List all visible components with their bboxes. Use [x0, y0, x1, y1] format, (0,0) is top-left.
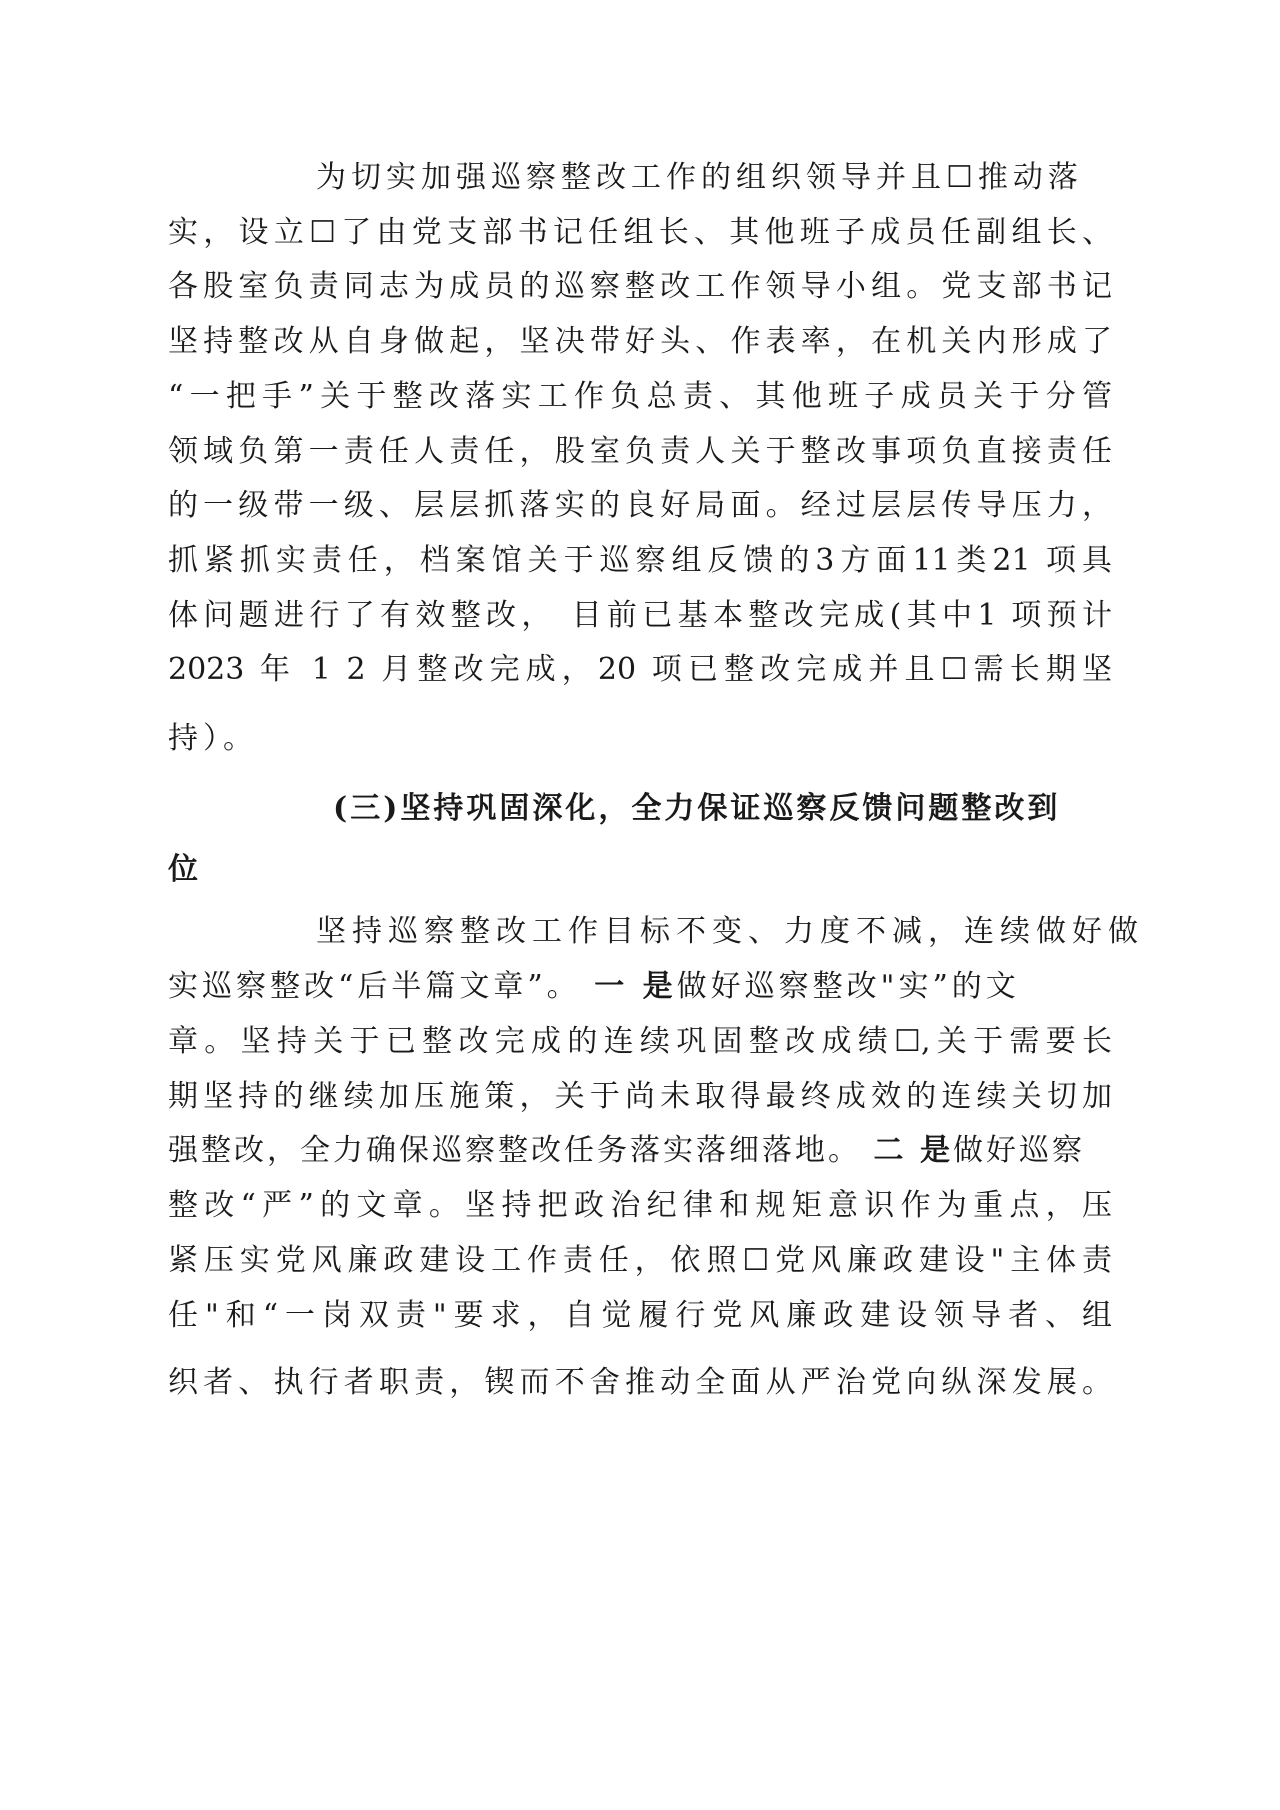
paragraph-1-line-8: 抓紧抓实责任，档案馆关于巡察组反馈的3方面11类21 项具 — [168, 543, 1112, 578]
paragraph-2-line-1: 坚持巡察整改工作目标不变、力度不减，连续做好做 — [316, 914, 1144, 949]
paragraph-1-line-10: 2023 年 1 2 月整改完成，20 项已整改完成并且☐需长期坚 — [168, 652, 1112, 687]
paragraph-1-line-3: 各股室负责同志为成员的巡察整改工作领导小组。党支部书记 — [168, 269, 1112, 304]
section-heading-3-continuation: 位 — [168, 852, 203, 887]
paragraph-1-line-5: “一把手”关于整改落实工作负总责、其他班子成员关于分管 — [168, 379, 1112, 414]
paragraph-1-line-11: 持）。 — [168, 721, 258, 756]
paragraph-1-line-2: 实，设立☐了由党支部书记任组长、其他班子成员任副组长、 — [168, 215, 1112, 250]
paragraph-2-line-8: 任"和“一岗双责"要求，自觉履行党风廉政建设领导者、组 — [168, 1298, 1112, 1333]
paragraph-2-line-4: 期坚持的继续加压施策，关于尚未取得最终成效的连续关切加 — [168, 1079, 1112, 1114]
paragraph-1-line-7: 的一级带一级、层层抓落实的良好局面。经过层层传导压力， — [168, 488, 1112, 523]
paragraph-2-line-2 — [168, 967, 1112, 1007]
paragraph-2-line-6: 整改“严”的文章。坚持把政治纪律和规矩意识作为重点，压 — [168, 1188, 1112, 1223]
point-one-label: 一 是 — [594, 969, 677, 1004]
paragraph-2-line-7: 紧压实党风廉政建设工作责任，依照☐党风廉政建设"主体责 — [168, 1243, 1112, 1278]
paragraph-1-line-1: 为切实加强巡察整改工作的组织领导并且☐推动落 — [316, 160, 1083, 195]
section-heading-3: (三)坚持巩固深化，全力保证巡察反馈问题整改到 — [333, 791, 1061, 826]
point-two-label: 二 是 — [873, 1133, 953, 1168]
paragraph-1-line-6: 领域负第一责任人责任，股室负责人关于整改事项负直接责任 — [168, 434, 1112, 469]
paragraph-2-line-3: 章。坚持关于已整改完成的连续巩固整改成绩☐,关于需要长 — [168, 1024, 1112, 1059]
paragraph-2-line-2-text-a: 实巡察整改“后半篇文章”。 — [168, 969, 595, 1004]
paragraph-2-line-9: 织者、执行者职责，锲而不舍推动全面从严治党向纵深发展。 — [168, 1365, 1112, 1400]
paragraph-2-line-5-text-a: 强整改，全力确保巡察整改任务落实落细落地。 — [168, 1133, 874, 1168]
paragraph-1-line-4: 坚持整改从自身做起，坚决带好头、作表率，在机关内形成了 — [168, 324, 1112, 359]
paragraph-1-line-9: 体问题进行了有效整改， 目前已基本整改完成(其中1 项预计 — [168, 598, 1112, 633]
paragraph-2-line-5 — [168, 1131, 1112, 1171]
paragraph-2-line-2-text-b: 做好巡察整改"实”的文 — [676, 969, 1020, 1004]
paragraph-2-line-5-text-b: 做好巡察 — [953, 1133, 1085, 1168]
